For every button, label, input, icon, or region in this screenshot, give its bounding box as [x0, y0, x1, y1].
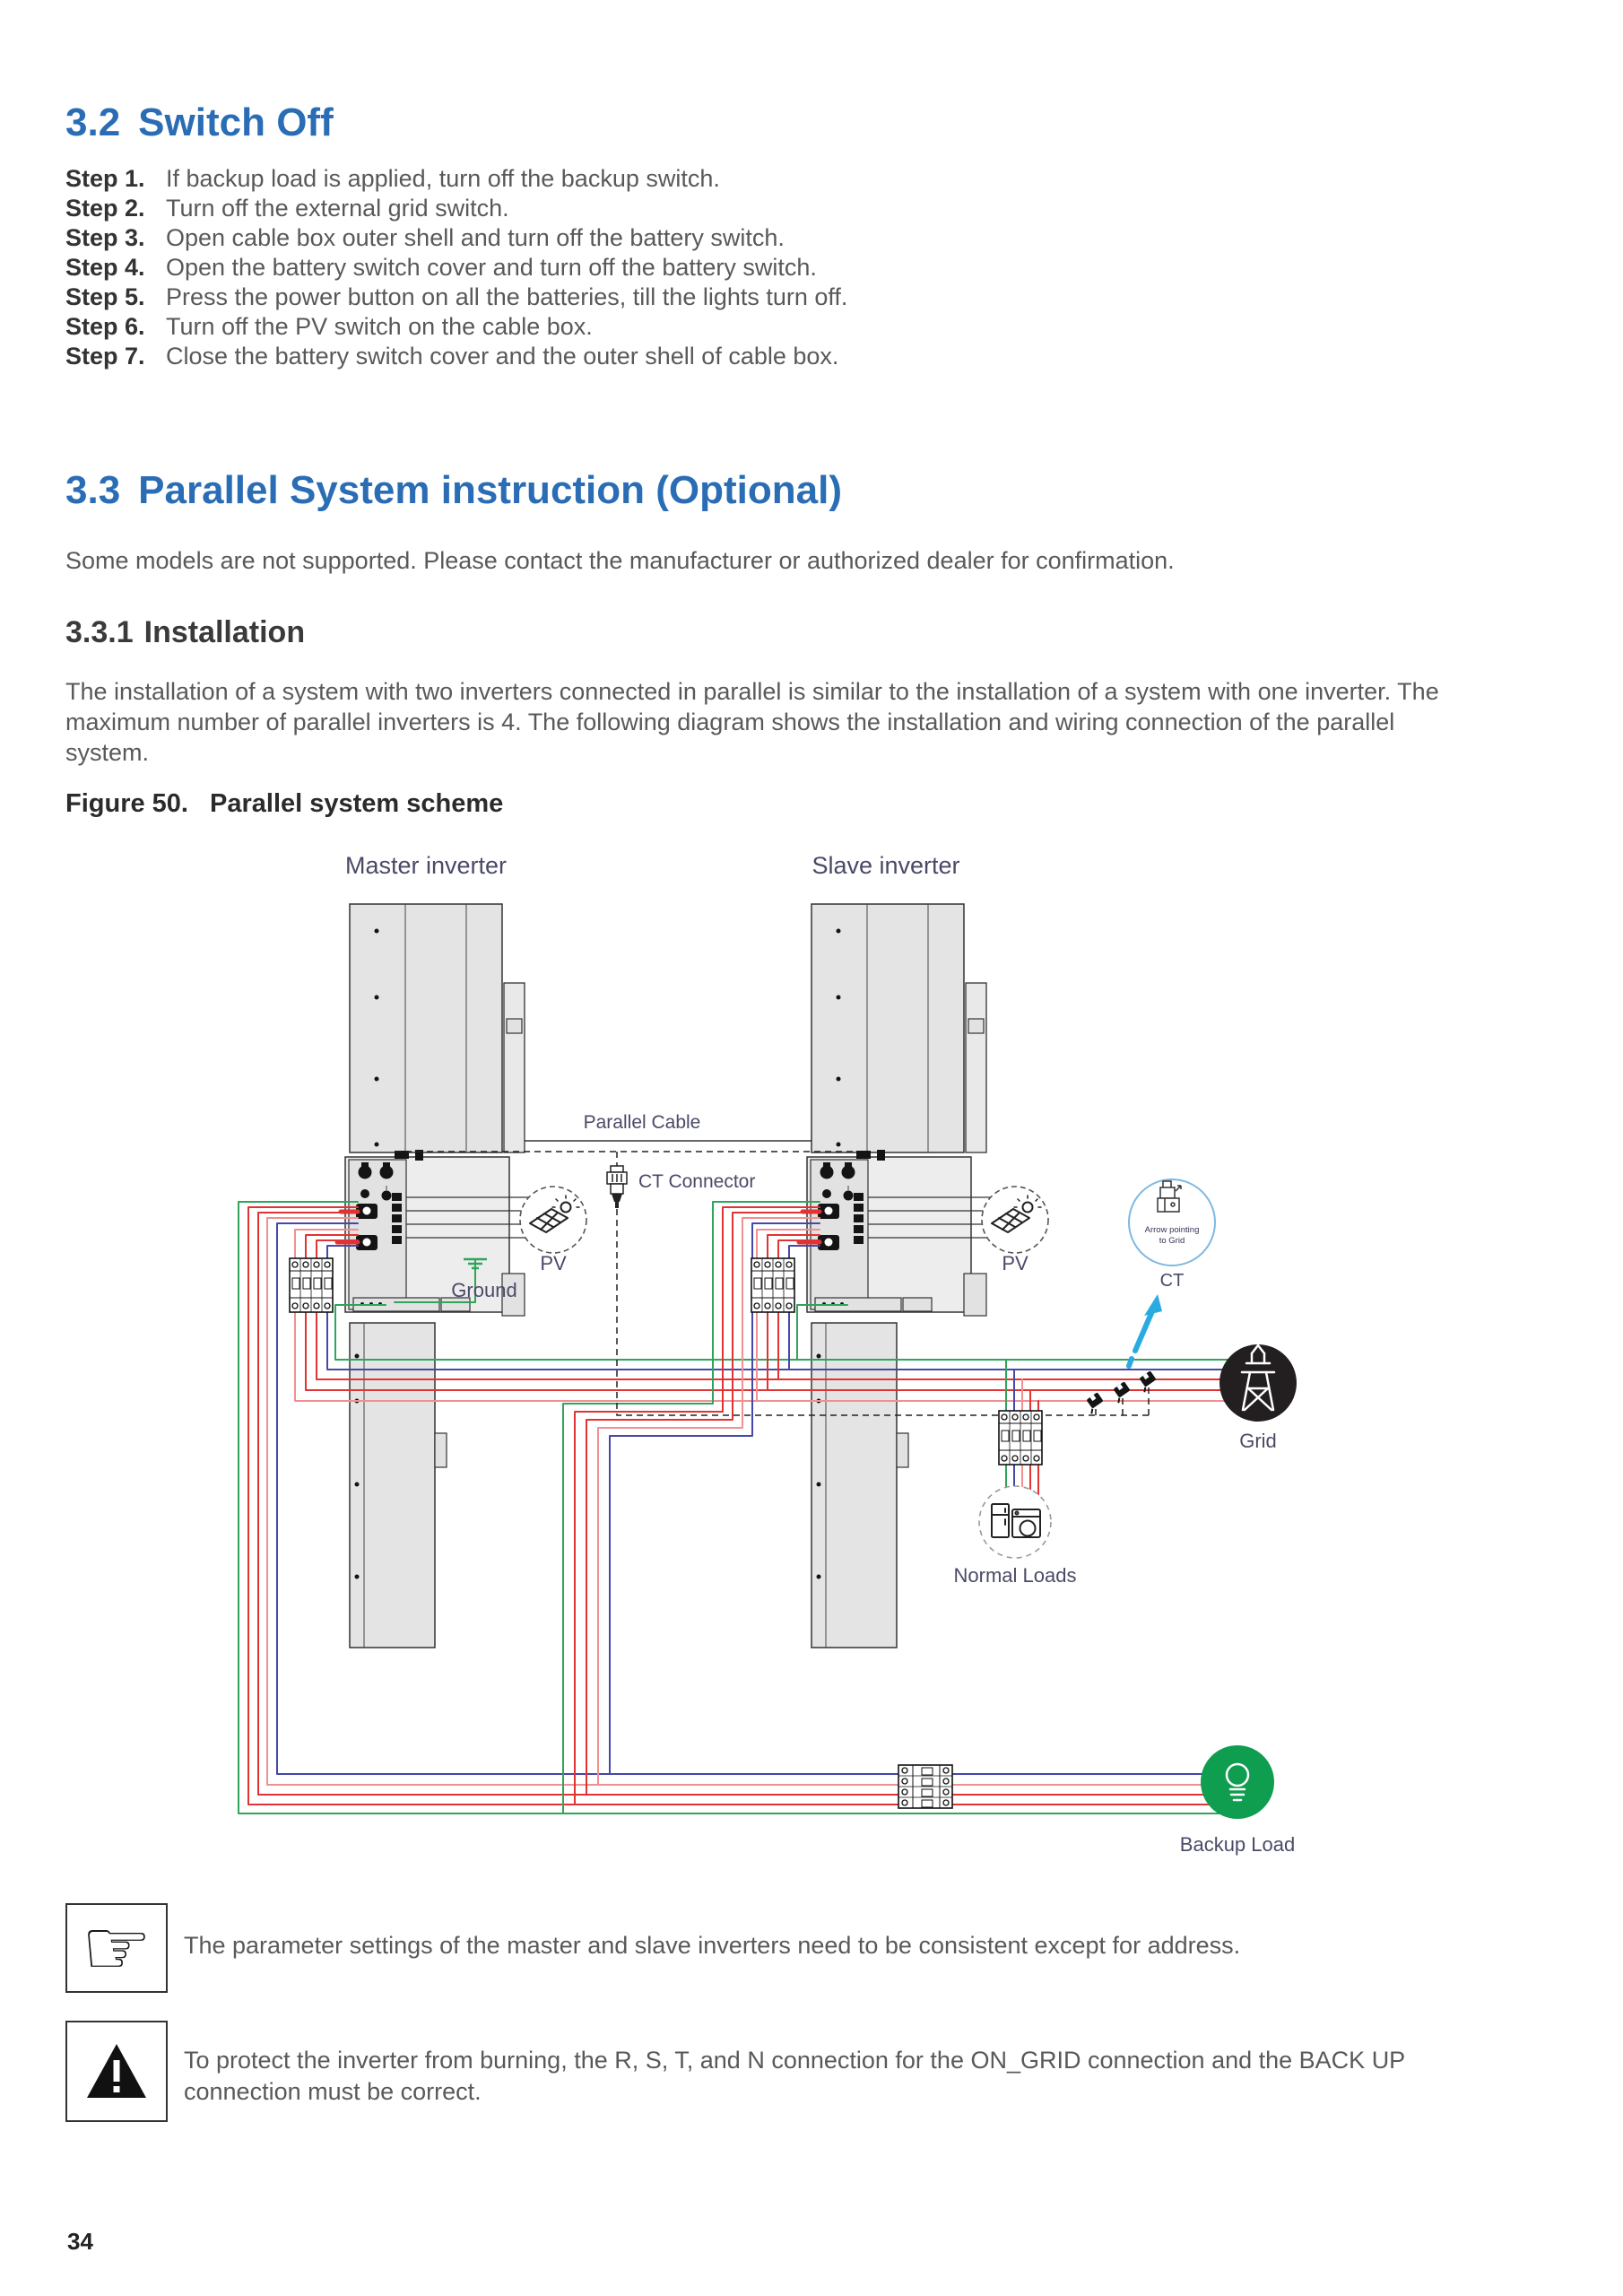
section-3-2-heading — [65, 100, 334, 145]
normal-loads-breaker-icon — [999, 1411, 1042, 1465]
section-3-3-intro: Some models are not supported. Please contact the manufacturer or authorized dealer for confirmation. — [65, 547, 1175, 574]
pv-icon — [982, 1187, 1048, 1253]
warning-icon — [85, 2042, 148, 2101]
label-ct-connector: CT Connector — [638, 1171, 756, 1192]
step-label: Step 7. — [65, 343, 145, 370]
label-slave-inverter: Slave inverter — [812, 852, 960, 879]
parallel-system-diagram — [0, 834, 1623, 1910]
step-row — [65, 256, 1410, 280]
step-text: Press the power button on all the batteries, till the lights turn off. — [166, 283, 848, 310]
ct-note-line2: to Grid — [1159, 1236, 1185, 1246]
note-box — [65, 1903, 168, 1993]
ct-clamp-icon — [1110, 1381, 1133, 1403]
section-3-2-number: 3.2 — [65, 100, 121, 144]
step-text: Close the battery switch cover and the outer shell of cable box. — [166, 343, 839, 370]
step-row — [65, 226, 1410, 250]
step-label: Step 6. — [65, 313, 145, 340]
ct-clamp-icon — [1136, 1370, 1159, 1392]
label-master-inverter: Master inverter — [344, 852, 508, 879]
step-text: Open the battery switch cover and turn off the battery switch. — [166, 254, 817, 281]
master-inverter-unit — [337, 904, 556, 1648]
step-label: Step 1. — [65, 165, 145, 192]
ct-note-line1: Arrow pointing — [1144, 1225, 1200, 1235]
page-number: 34 — [67, 2228, 93, 2255]
label-normal-loads: Normal Loads — [953, 1564, 1077, 1587]
grid-circle — [1219, 1344, 1297, 1422]
ct-detail — [1129, 1179, 1215, 1265]
normal-loads-node — [979, 1486, 1051, 1558]
note-box — [65, 2021, 168, 2122]
label-ct: CT — [1159, 1271, 1185, 1291]
step-label: Step 5. — [65, 283, 145, 310]
backup-breaker-icon — [898, 1765, 952, 1808]
section-3-3-1-heading — [65, 615, 305, 650]
pointing-hand-icon: ☞ — [81, 1903, 152, 1992]
backup-load-circle — [1201, 1745, 1274, 1819]
step-label: Step 3. — [65, 224, 145, 251]
label-grid: Grid — [1239, 1430, 1277, 1452]
slave-wiring — [563, 1202, 847, 1813]
step-row — [65, 285, 1410, 309]
step-row — [65, 344, 1410, 369]
section-3-3-title: Parallel System instruction (Optional) — [138, 468, 842, 512]
label-ground: Ground — [451, 1279, 517, 1301]
step-row — [65, 167, 1410, 191]
step-label: Step 2. — [65, 195, 145, 222]
step-label: Step 4. — [65, 254, 145, 281]
note-text: To protect the inverter from burning, the R, S, T, and N connection for the ON_GRID connection and the BACK UP connection must be correct. — [184, 2047, 1405, 2105]
figure-caption — [65, 789, 503, 819]
figure-caption-text: Parallel system scheme — [210, 789, 504, 818]
step-text: Open cable box outer shell and turn off the battery switch. — [166, 224, 785, 251]
step-text: Turn off the PV switch on the cable box. — [166, 313, 593, 340]
step-row — [65, 315, 1410, 339]
pv-icon — [520, 1187, 586, 1253]
note-text: The parameter settings of the master and slave inverters need to be consistent except for address. — [184, 1932, 1241, 1959]
master-breaker-icon — [290, 1258, 333, 1312]
label-backup-load: Backup Load — [1179, 1833, 1296, 1856]
label-pv-slave: PV — [1002, 1252, 1028, 1274]
section-3-3-1-body: The installation of a system with two inverters connected in parallel is similar to the installation of a system with one inverter. The maximum number of parallel inverters is 4. The following diagram shows the installation and wiring connection of the parallel system. — [65, 678, 1439, 766]
grid-node — [1219, 1344, 1297, 1422]
section-3-3-1-number: 3.3.1 — [65, 615, 134, 649]
step-text: If backup load is applied, turn off the backup switch. — [166, 165, 720, 192]
ct-connector-icon — [607, 1166, 627, 1208]
figure-caption-label: Figure 50. — [65, 789, 188, 818]
section-3-3-heading — [65, 468, 842, 513]
ct-arrow-icon — [1129, 1294, 1162, 1366]
step-text: Turn off the external grid switch. — [166, 195, 509, 222]
section-3-3-number: 3.3 — [65, 468, 121, 512]
section-3-2-title: Switch Off — [138, 100, 334, 144]
step-row — [65, 196, 1410, 221]
slave-breaker-icon — [751, 1258, 794, 1312]
switch-off-steps — [65, 167, 1410, 369]
backup-load-node — [1201, 1745, 1274, 1819]
label-pv-master: PV — [540, 1252, 567, 1274]
label-parallel-cable: Parallel Cable — [583, 1112, 701, 1133]
ct-clamp-icon — [1083, 1392, 1106, 1413]
section-3-3-1-title: Installation — [143, 615, 306, 649]
